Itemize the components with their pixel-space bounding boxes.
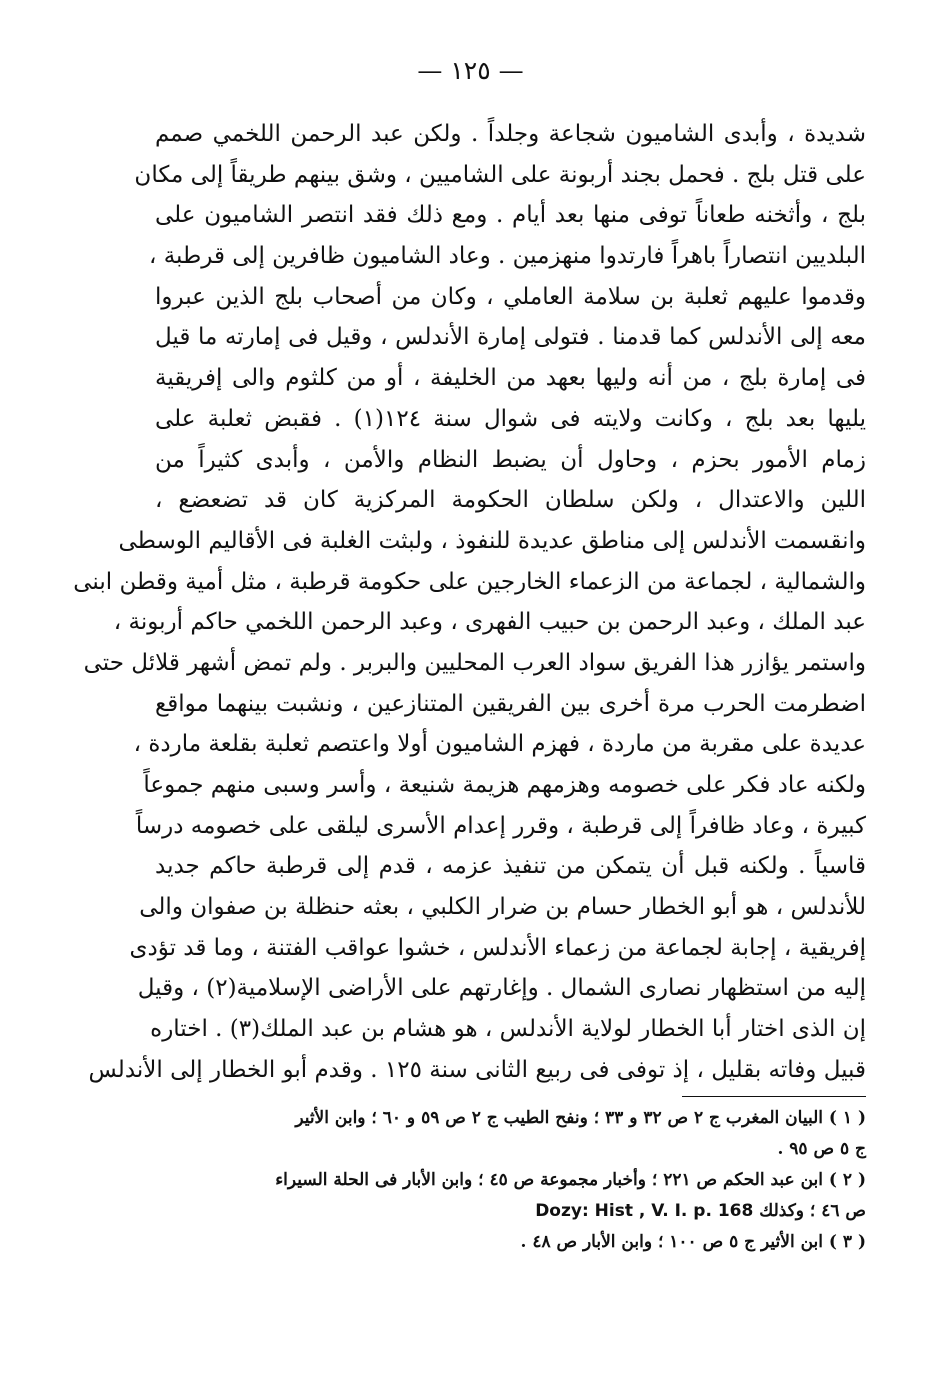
footnote-2-prefix: ص ٤٦ ؛ وكذلك — [759, 1201, 866, 1221]
body-text — [73, 114, 866, 1091]
body-line: البلديين انتصاراً باهراً فارتدوا منهزمين . وعاد الشاميون ظافرين إلى قرطبة ، — [148, 243, 866, 270]
body-line: على قتل بلج . فحمل بجند أربونة على الشاميين ، وشق بينهم طريقاً إلى مكان — [134, 161, 866, 188]
body-line: إفريقية ، إجابة لجماعة من زعماء الأندلس ، خشوا عواقب الفتنة ، وما قد تؤدى — [129, 934, 866, 961]
body-line: ولكنه عاد فكر على خصومه وهزمهم هزيمة شنيعة ، وأسر وسبى منهم جموعاً — [143, 772, 866, 798]
body-line: اللين والاعتدال ، ولكن سلطان الحكومة المركزية كان قد تضعضع ، — [155, 487, 866, 514]
body-line: والشمالية ، لجماعة من الزعماء الخارجين على حكومة قرطبة ، مثل أمية وقطن ابنى — [73, 568, 866, 595]
footnote-divider — [682, 1096, 866, 1097]
footnote-3-line: ( ٣ ) ابن الأثير ج ٥ ص ١٠٠ ؛ وابن الأبار ص ٤٨ . — [520, 1232, 866, 1252]
footnote-2-latin-reference: Dozy: Hist , V. I. p. 168 — [535, 1201, 754, 1221]
body-line: وقدموا عليهم ثعلبة بن سلامة العاملي ، وكان من أصحاب بلج الذين عبروا — [155, 283, 866, 310]
body-line: كبيرة ، وعاد ظافراً إلى قرطبة ، وقرر إعدام الأسرى ليلقى على خصومه درساً — [135, 812, 866, 839]
body-line: للأندلس ، هو أبو الخطار حسام بن ضرار الكلبي ، بعثه حنظلة بن صفوان والى — [139, 894, 866, 921]
body-line: قبيل وفاته بقليل ، إذ توفى فى ربيع الثانى سنة ١٢٥ . وقدم أبو الخطار إلى الأندلس — [88, 1056, 866, 1083]
page-number: — ١٢٥ — — [417, 56, 524, 85]
body-line: قاسياً . ولكنه قبل أن يتمكن من تنفيذ عزمه ، قدم إلى قرطبة حاكم جديد — [155, 853, 866, 880]
footnote-2-line: ( ٢ ) ابن عبد الحكم ص ٢٢١ ؛ وأخبار مجموعة ص ٤٥ ؛ وابن الأبار فى الحلة السيراء — [275, 1170, 866, 1190]
footnote-1-line: ( ١ ) البيان المغرب ج ٢ ص ٣٢ و ٣٣ ؛ ونفح الطيب ج ٢ ص ٥٩ و ٦٠ ؛ وابن الأثير — [295, 1108, 866, 1128]
body-line: وانقسمت الأندلس إلى مناطق عديدة للنفوذ ، ولبثت الغلبة فى الأقاليم الوسطى — [118, 527, 866, 554]
body-line: إن الذى اختار أبا الخطار لولاية الأندلس ، هو هشام بن عبد الملك(٣) . اختاره — [150, 1016, 866, 1043]
body-line: معه إلى الأندلس كما قدمنا . فتولى إمارة الأندلس ، وقيل فى إمارته ما قيل — [155, 324, 866, 351]
body-line: شديدة ، وأبدى الشاميون شجاعة وجلداً . ولكن عبد الرحمن اللخمي صمم — [155, 121, 866, 147]
body-line: اضطرمت الحرب مرة أخرى بين الفريقين المتنازعين ، ونشبت بينهما مواقع — [155, 690, 866, 717]
body-line: عديدة على مقربة من ماردة ، فهزم الشاميون أولا واعتصم ثعلبة بقلعة ماردة ، — [133, 731, 866, 758]
body-line: إليه من استظهار نصارى الشمال . وإغارتهم على الأراضى الإسلامية(٢) ، وقيل — [137, 975, 866, 1002]
body-line: بلج ، وأثخنه طعاناً توفى منها بعد أيام . ومع ذلك فقد انتصر الشاميون على — [155, 202, 866, 229]
body-line: واستمر يؤازر هذا الفريق سواد العرب المحليين والبربر . ولم تمض أشهر قلائل حتى — [83, 649, 866, 676]
footnote-1-line: ج ٥ ص ٩٥ . — [777, 1139, 866, 1159]
body-line: فى إمارة بلج ، من أنه وليها بعهد من الخليفة ، أو من كلثوم والى إفريقية — [155, 365, 866, 392]
body-line: زمام الأمور بحزم ، وحاول أن يضبط النظام والأمن ، وأبدى كثيراً من — [155, 446, 866, 473]
footnote-2-line — [155, 1196, 866, 1227]
body-line: يليها بعد بلج ، وكانت ولايته فى شوال سنة ١٢٤(١) . فقبض ثعلبة على — [155, 405, 866, 432]
footnotes — [155, 1103, 866, 1258]
body-line: عبد الملك ، وعبد الرحمن بن حبيب الفهرى ، وعبد الرحمن اللخمي حاكم أربونة ، — [113, 609, 866, 636]
